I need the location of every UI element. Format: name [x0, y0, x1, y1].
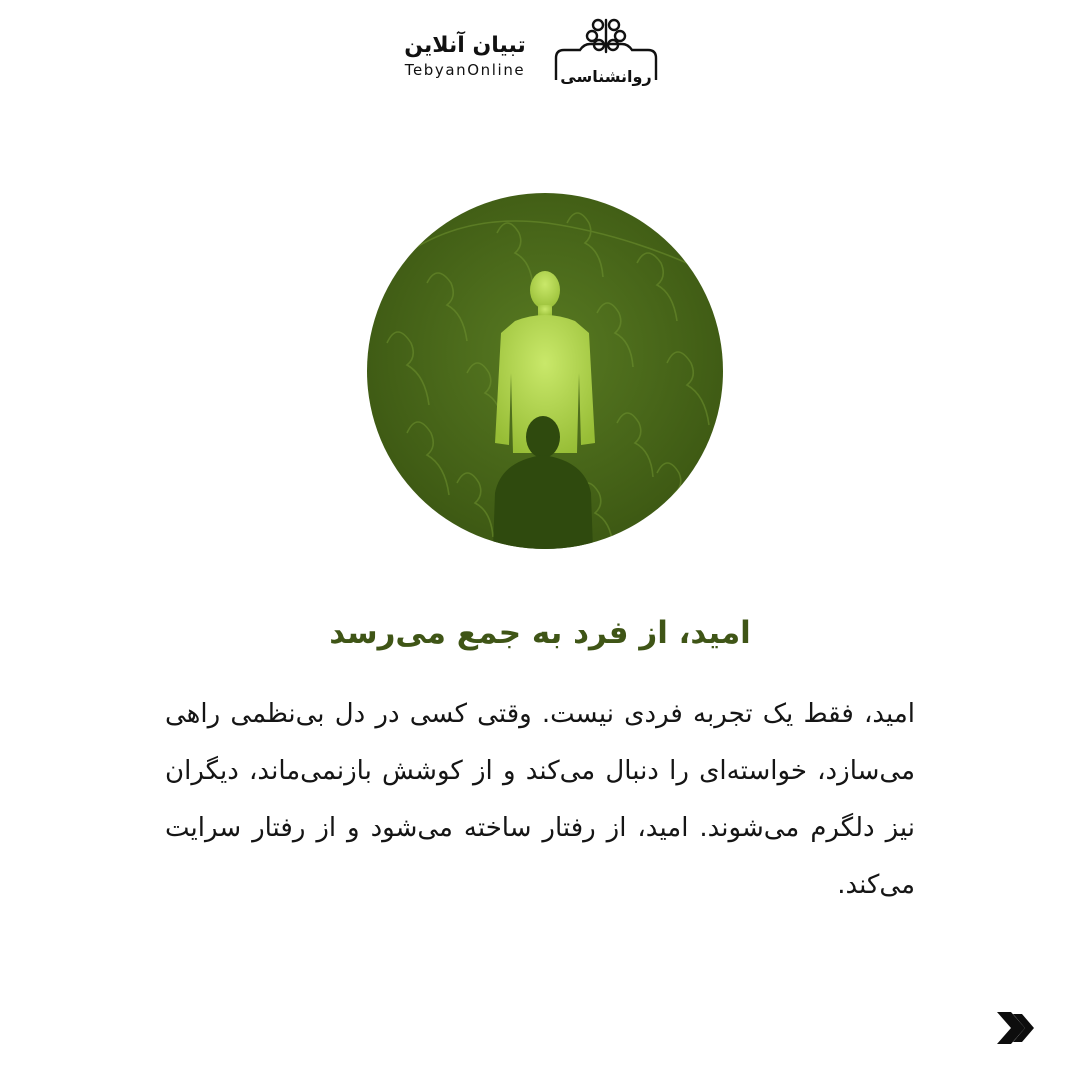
ravanshenasi-wordmark: روانشناسی [560, 67, 652, 86]
person-standing-in-crowd-icon [367, 193, 723, 549]
tebyan-online-logo [392, 32, 538, 88]
header-logos [390, 14, 665, 88]
headline: امید، از فرد به جمع می‌رسد [329, 615, 751, 651]
body-paragraph: امید، فقط یک تجربه فردی نیست. وقتی کسی در دل بی‌نظمی راهی می‌سازد، خواسته‌ای را دنبال می‌کند و از کوشش بازنمی‌ماند، دیگران نیز دلگرم می‌شوند. امید، از رفتار ساخته می‌شود و از رفتار سرایت می‌کند. [165, 699, 915, 900]
hero-illustration [367, 193, 723, 549]
double-chevron-right-icon [994, 1008, 1036, 1048]
next-slide-button[interactable] [994, 1008, 1036, 1048]
ravanshenasi-logo [552, 14, 660, 88]
tebyan-logo-persian: تبیان آنلاین [404, 33, 526, 58]
tebyan-logo-latin: TebyanOnline [404, 61, 526, 79]
